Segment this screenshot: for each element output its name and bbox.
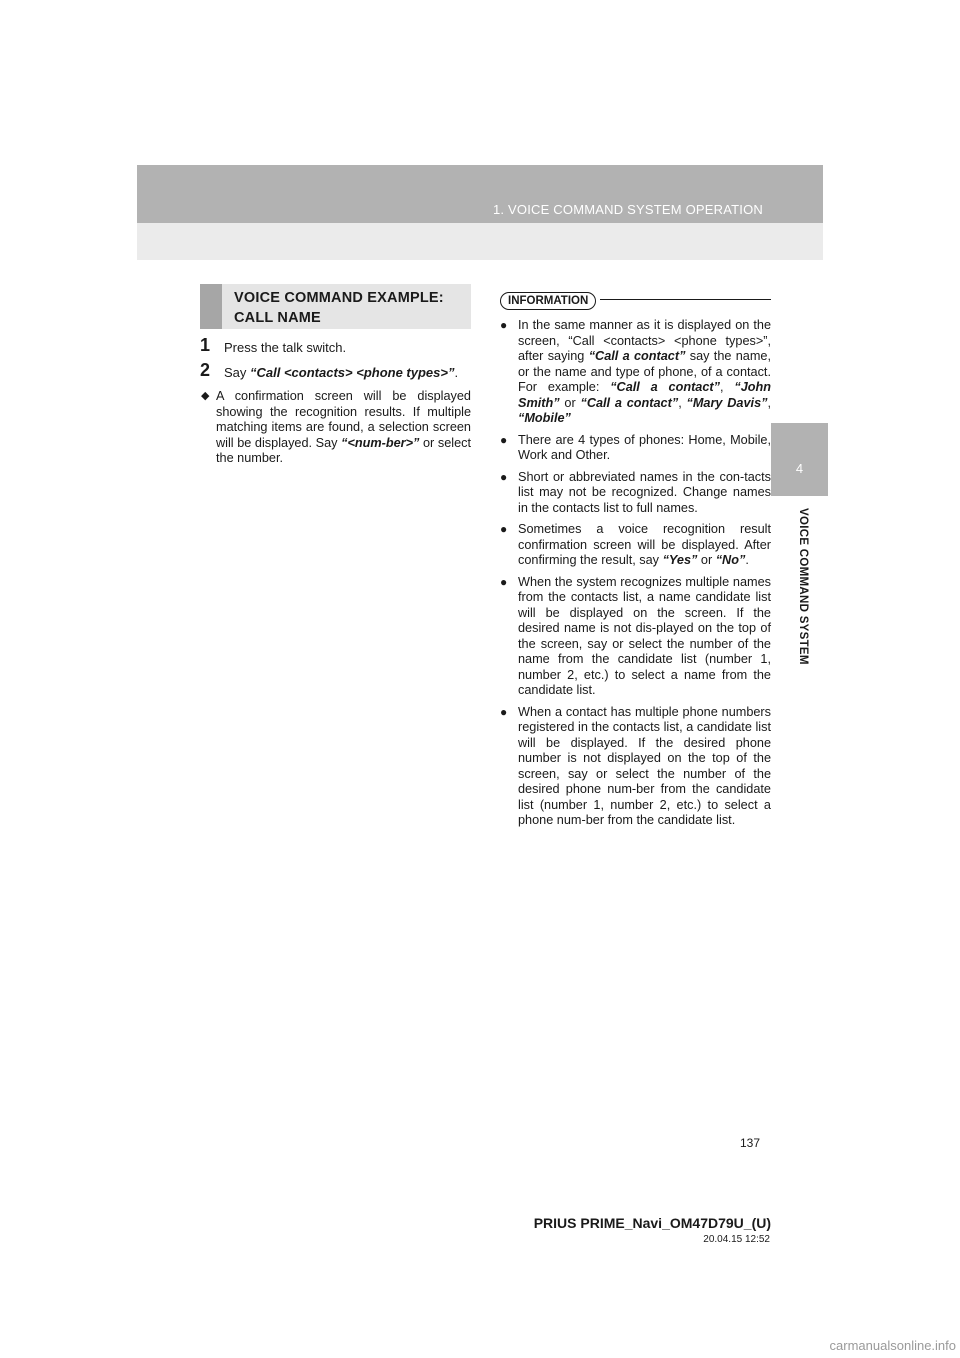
info-text: In the same manner as it is displayed on the screen, “Call <contacts> <phone types>”, after saying xyxy=(518,318,771,363)
header-band xyxy=(137,165,823,223)
information-item xyxy=(500,318,771,427)
instructions-column xyxy=(200,335,471,473)
info-text: , xyxy=(767,395,771,410)
chapter-side-label xyxy=(797,508,817,678)
chapter-number: 4 xyxy=(795,461,804,476)
circle-bullet-icon: ● xyxy=(500,432,508,447)
circle-bullet-icon: ● xyxy=(500,704,508,719)
circle-bullet-icon: ● xyxy=(500,574,508,589)
diamond-bullet-icon: ◆ xyxy=(201,390,210,402)
info-text: When a contact has multiple phone numbers registered in the contacts list, a candidate list will be displayed. If the desired phone number is not displayed on the top of the screen, say or select the number of the desired phone num-ber from the candidate list (number 1, number 2, etc.) to select a phone num-ber from the candidate list. xyxy=(518,704,771,827)
circle-bullet-icon: ● xyxy=(500,522,508,536)
info-text: or xyxy=(559,395,581,410)
bullet-text-b: or select the number. xyxy=(216,435,471,465)
voice-command: “Yes” xyxy=(662,553,698,567)
section-heading xyxy=(200,284,471,329)
voice-command: “Mary Davis” xyxy=(686,395,768,410)
voice-command: “Call a contact” xyxy=(580,395,679,410)
chapter-title: 1. VOICE COMMAND SYSTEM OPERATION xyxy=(492,202,763,217)
info-text: or xyxy=(697,553,716,567)
information-rule xyxy=(600,299,771,300)
section-title: VOICE COMMAND EXAMPLE: CALL NAME xyxy=(234,290,444,326)
information-item xyxy=(500,705,771,829)
voice-command: “John Smith” xyxy=(518,380,771,410)
info-text: Short or abbreviated names in the con-tacts list may not be recognized. Change names in the contacts list to full names. xyxy=(518,469,771,515)
info-text: When the system recognizes multiple names from the contacts list, a name candidate list will be displayed on the screen. If the desired name is not dis-played on the top of the screen, say or select the number of the name from the candidate list (number 1, number 2, etc.) to select a name from the candidate list. xyxy=(518,574,771,697)
voice-command: “No” xyxy=(715,553,746,567)
voice-command: “Mobile” xyxy=(518,411,571,425)
information-item xyxy=(500,522,771,569)
voice-command: “<num-ber>” xyxy=(341,435,420,450)
voice-command: “Call a contact” xyxy=(588,349,686,363)
info-text: , xyxy=(719,380,735,394)
chapter-side-label-text: VOICE COMMAND SYSTEM xyxy=(797,508,809,665)
information-item xyxy=(500,470,771,517)
information-item xyxy=(500,433,771,464)
bullet-item xyxy=(200,389,471,467)
info-text: , xyxy=(678,395,687,410)
info-text: There are 4 types of phones: Home, Mobile, Work and Other. xyxy=(518,432,771,462)
page-number: 137 xyxy=(739,1136,760,1150)
circle-bullet-icon: ● xyxy=(500,469,508,484)
step-prefix: Say xyxy=(224,365,251,380)
step-2 xyxy=(200,360,471,381)
step-text xyxy=(224,365,458,380)
print-date: 20.04.15 12:52 xyxy=(703,1234,770,1245)
step-number: 2 xyxy=(200,360,211,380)
info-text: . xyxy=(745,553,749,567)
step-suffix: . xyxy=(454,365,459,380)
info-text: Sometimes a voice recognition result confirmation screen will be displayed. After confirming the result, say xyxy=(518,522,771,567)
information-box xyxy=(500,291,771,835)
step-text: Press the talk switch. xyxy=(224,340,347,355)
information-item xyxy=(500,575,771,699)
step-1 xyxy=(200,335,471,356)
bullet-text-a: A confirmation screen will be displayed showing the recognition results. If multiple matching items are found, a selection screen will be displayed. Say xyxy=(216,389,471,450)
header-sub-band xyxy=(137,223,823,260)
info-text: say the name, or the name and type of phone, of a contact. For example: xyxy=(518,349,771,394)
information-list xyxy=(500,318,771,829)
information-label: INFORMATION xyxy=(500,292,596,310)
circle-bullet-icon: ● xyxy=(500,318,508,332)
watermark: carmanualsonline.info xyxy=(829,1338,956,1353)
voice-command: “Call <contacts> <phone types>” xyxy=(250,365,455,380)
section-heading-bar xyxy=(200,284,222,329)
chapter-tab xyxy=(771,423,828,496)
step-number: 1 xyxy=(200,335,211,355)
voice-command: “Call a contact” xyxy=(610,380,720,394)
document-id: PRIUS PRIME_Navi_OM47D79U_(U) xyxy=(533,1215,771,1231)
